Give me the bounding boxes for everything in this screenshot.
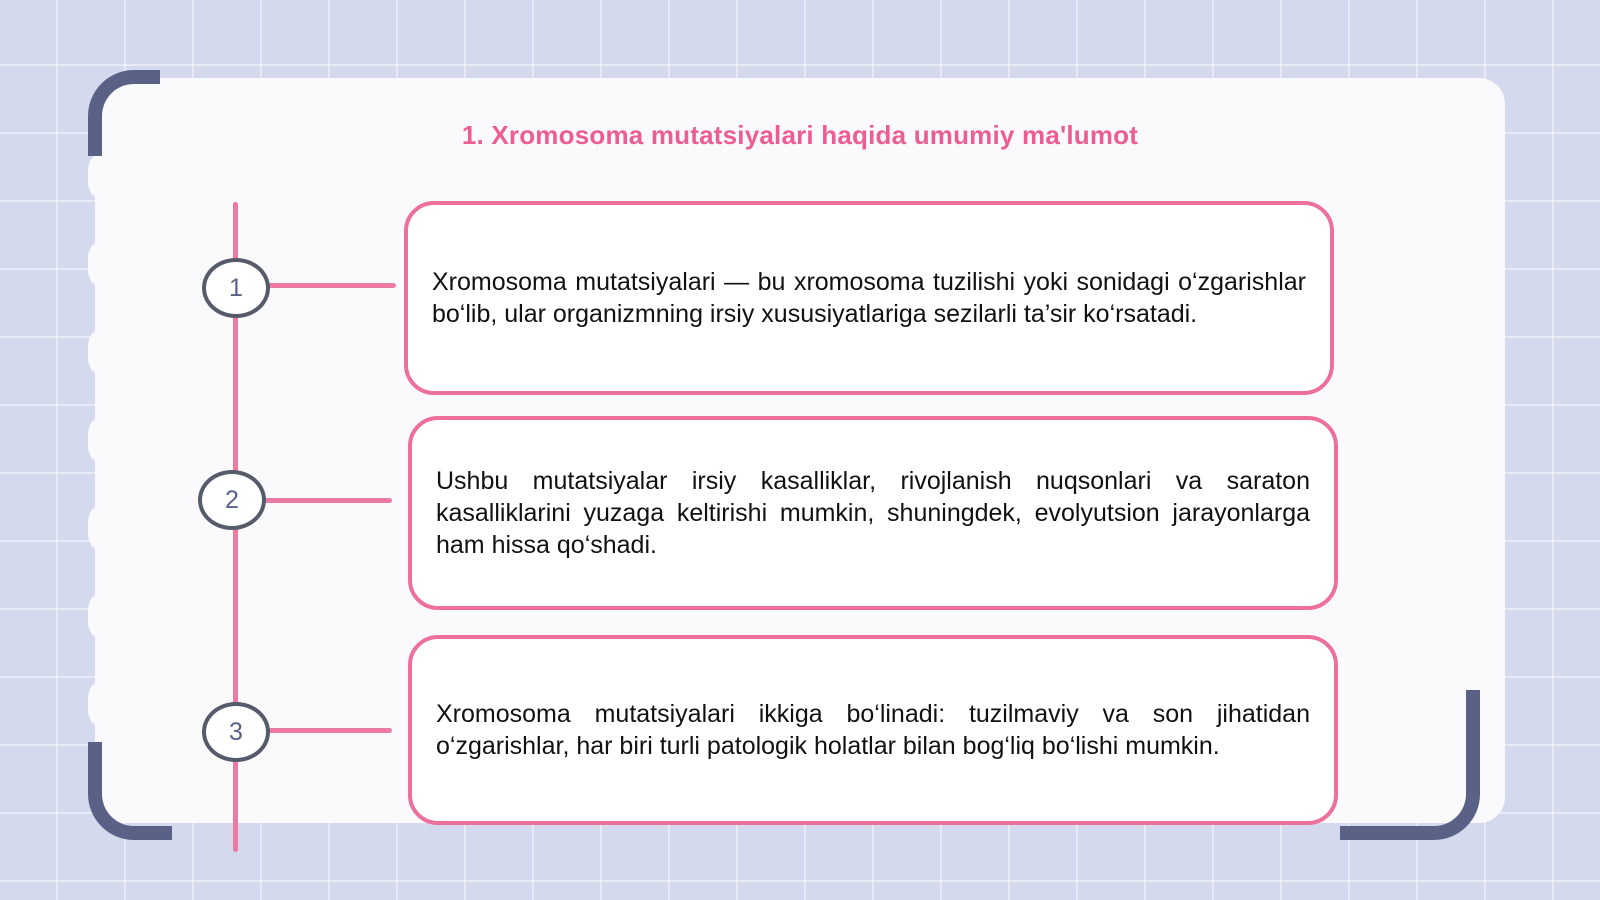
corner-bracket-bottom-right bbox=[1340, 690, 1480, 840]
info-box-1 bbox=[404, 201, 1334, 395]
info-box-3 bbox=[408, 635, 1338, 825]
paper-notch bbox=[88, 502, 128, 554]
step-number-1: 1 bbox=[202, 258, 270, 318]
timeline-connector bbox=[266, 283, 396, 288]
corner-bracket-bottom-left bbox=[88, 742, 172, 840]
info-text-3: Xromosoma mutatsiyalari ikkiga bo‘linadi: tuzilmaviy va son jihatidan o‘zgarishlar, har biri turli patologik holatlar bilan bog‘liq bo‘lishi mumkin. bbox=[436, 700, 1310, 760]
paper-notch bbox=[88, 150, 128, 202]
paper-notch bbox=[88, 678, 128, 730]
info-text-2: Ushbu mutatsiyalar irsiy kasalliklar, rivojlanish nuqsonlari va saraton kasalliklarini yuzaga keltirishi mumkin, shuningdek, evolyutsion jarayonlarga ham hissa qo‘shadi. bbox=[436, 467, 1310, 559]
corner-bracket-top-left bbox=[88, 70, 160, 156]
paper-notch bbox=[88, 414, 128, 466]
paper-notch bbox=[88, 590, 128, 642]
info-text-1: Xromosoma mutatsiyalari — bu xromosoma tuzilishi yoki sonidagi o‘zgarishlar bo‘lib, ular organizmning irsiy xususiyatlariga sezilarli ta’sir ko‘rsatadi. bbox=[432, 268, 1306, 328]
timeline-connector bbox=[262, 498, 392, 503]
paper-notch bbox=[88, 238, 128, 290]
paper-notch bbox=[88, 326, 128, 378]
slide-title: 1. Xromosoma mutatsiyalari haqida umumiy ma'lumot bbox=[461, 120, 1139, 150]
info-box-2 bbox=[408, 416, 1338, 610]
timeline-connector bbox=[266, 728, 392, 733]
step-number-2: 2 bbox=[198, 470, 266, 530]
step-number-3: 3 bbox=[202, 702, 270, 762]
